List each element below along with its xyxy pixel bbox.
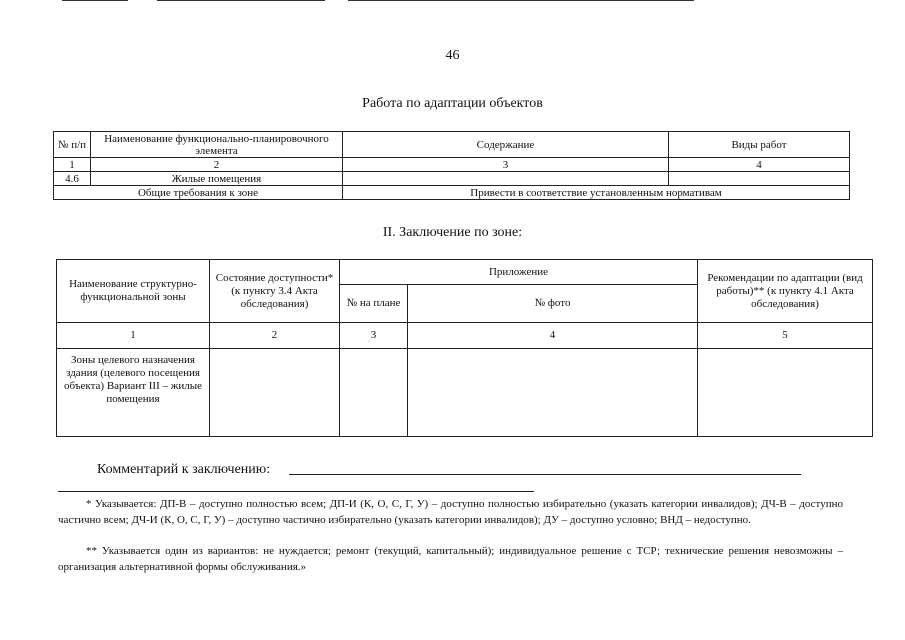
header-cell-element: Наименование функционально-планировочного элемента	[91, 132, 343, 158]
number-cell: 1	[57, 323, 210, 349]
row-number: 4.6	[54, 172, 91, 186]
row-accessibility	[210, 349, 340, 437]
header-cell-appendix: Приложение	[340, 260, 698, 285]
general-requirements-label: Общие требования к зоне	[54, 186, 343, 200]
number-cell: 2	[210, 323, 340, 349]
row-element-name: Жилые помещения	[91, 172, 343, 186]
header-cell-content: Содержание	[343, 132, 669, 158]
comment-label: Комментарий к заключению:	[97, 462, 271, 477]
row-works	[669, 172, 850, 186]
general-requirements-row	[54, 186, 850, 200]
number-cell: 2	[91, 158, 343, 172]
top-rule-right	[348, 0, 694, 1]
footnote-separator	[58, 491, 534, 492]
number-cell: 5	[698, 323, 873, 349]
top-rule-middle	[157, 0, 325, 1]
number-cell: 3	[343, 158, 669, 172]
number-cell: 3	[340, 323, 408, 349]
row-recommendations	[698, 349, 873, 437]
header-cell-zone-name: Наименование структурно-функциональной зоны	[57, 260, 210, 323]
table-row	[54, 172, 850, 186]
footnote-work-types: ** Указывается один из вариантов: не нуждается; ремонт (текущий, капитальный); индивидуальное решение с ТСР; технические решения невозможны – организация альтернативной формы обслуживания.»	[58, 545, 843, 573]
footnote-accessibility: * Указывается: ДП-В – доступно полностью всем; ДП-И (К, О, С, Г, У) – доступно полностью избирательно (указать категории инвалидов); ДЧ-В – доступно частично всем; ДЧ-И (К, О, С, Г, У) – доступно частично избирательно (указать категории инвалидов); ДУ – доступно условно; ВНД – недоступно.	[58, 498, 843, 526]
page-number: 46	[445, 48, 460, 63]
header-cell-recommendations: Рекомендации по адаптации (вид работы)** (к пункту 4.1 Акта обследования)	[698, 260, 873, 323]
section-title-conclusion: II. Заключение по зоне:	[382, 225, 523, 240]
row-plan-number	[340, 349, 408, 437]
header-cell-photo-number: № фото	[408, 285, 698, 323]
number-cell: 4	[408, 323, 698, 349]
header-cell-accessibility: Состояние доступности* (к пункту 3.4 Акта обследования)	[210, 260, 340, 323]
section-title-adaptation: Работа по адаптации объектов	[362, 96, 543, 111]
header-cell-num: № п/п	[54, 132, 91, 158]
row-photo-number	[408, 349, 698, 437]
header-cell-plan-number: № на плане	[340, 285, 408, 323]
conclusion-table	[56, 259, 873, 437]
row-content	[343, 172, 669, 186]
comment-input-line[interactable]	[289, 474, 801, 475]
header-cell-works: Виды работ	[669, 132, 850, 158]
general-requirements-value: Привести в соответствие установленным нормативам	[343, 186, 850, 200]
adaptation-table	[53, 131, 850, 200]
number-cell: 1	[54, 158, 91, 172]
number-cell: 4	[669, 158, 850, 172]
table-row	[57, 349, 873, 437]
row-zone-name: Зоны целевого назначения здания (целевого посещения объекта) Вариант III – жилые помещения	[57, 349, 210, 437]
top-rule-left	[62, 0, 128, 1]
